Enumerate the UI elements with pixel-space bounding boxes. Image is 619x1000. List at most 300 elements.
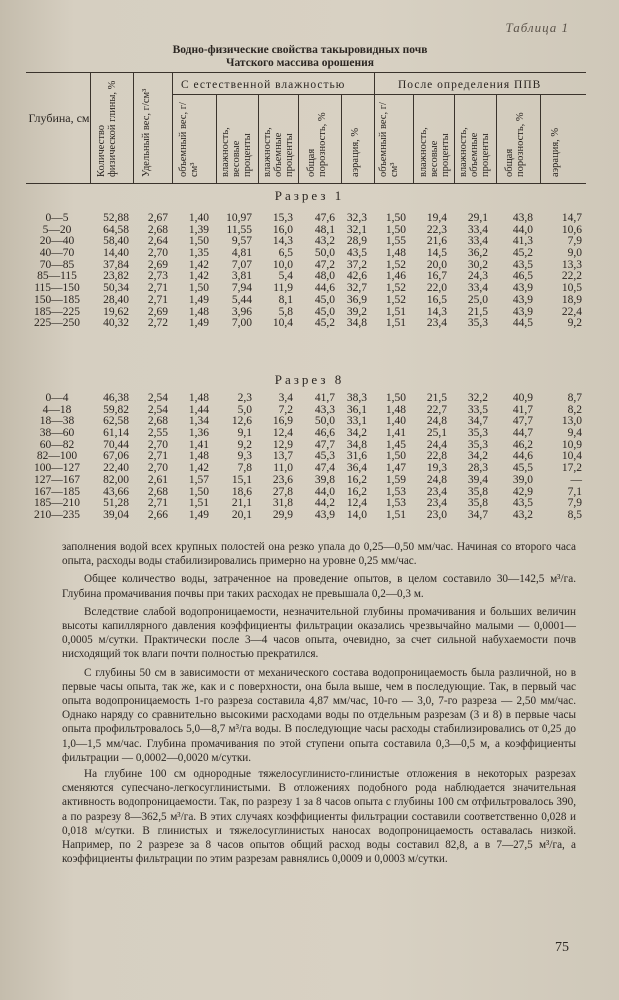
table-cell: 1,52 <box>385 282 406 295</box>
table-cell: 48,0 <box>314 270 335 283</box>
table-cell: 44,6 <box>314 282 335 295</box>
cell-depth: 167—185 <box>34 485 80 498</box>
body-text <box>62 540 576 866</box>
table-cell: 2,70 <box>147 462 168 475</box>
table-cell: 24,8 <box>426 415 447 428</box>
table-cell: 34,8 <box>346 317 367 330</box>
table-cell: 2,54 <box>147 403 168 416</box>
col-moisture-weight-2: влажность, весовые проценты <box>418 127 451 177</box>
table-cell: 29,9 <box>272 508 293 521</box>
table-cell: 40,32 <box>103 317 129 330</box>
table-cell: 7,9 <box>567 235 582 248</box>
table-cell: 24,4 <box>426 438 447 451</box>
cell-depth: 0—5 <box>45 212 69 224</box>
table-cell: 21,5 <box>467 305 488 318</box>
table-cell: 36,4 <box>346 462 367 475</box>
col-clay: Количество физической глины, % <box>96 80 118 177</box>
table-label: Таблица 1 <box>505 20 569 35</box>
table-cell: 1,39 <box>188 223 209 236</box>
table-cell: 25,0 <box>467 293 488 306</box>
table-cell: 22,0 <box>426 282 447 295</box>
table-cell: 1,41 <box>188 438 209 451</box>
table-cell: 8,5 <box>567 508 582 521</box>
table-cell: 1,53 <box>385 497 406 510</box>
table-cell: 24,3 <box>467 270 488 283</box>
table-cell: 32,1 <box>346 223 367 236</box>
table-cell: 1,53 <box>385 485 406 498</box>
table-cell: 35,8 <box>467 485 488 498</box>
table-cell: 43,5 <box>512 258 533 271</box>
table-cell: 43,8 <box>512 212 533 224</box>
table-cell: 50,0 <box>314 247 335 260</box>
table-cell: 1,59 <box>385 473 406 486</box>
table-cell: 2,68 <box>147 223 168 236</box>
table-cell: 2,61 <box>147 473 168 486</box>
table-cell: 1,51 <box>188 497 209 510</box>
table-cell: 14,3 <box>272 235 293 248</box>
table-cell: 43,5 <box>346 247 367 260</box>
table-cell: 9,57 <box>231 235 252 248</box>
table-cell: 19,4 <box>426 212 447 224</box>
table-cell: 3,4 <box>278 392 293 404</box>
cell-depth: 85—115 <box>37 270 77 283</box>
table-cell: 2,70 <box>147 438 168 451</box>
table-cell: 1,48 <box>188 392 209 404</box>
table-cell: 13,7 <box>272 450 293 463</box>
table-cell: 46,6 <box>314 427 335 440</box>
table-cell: 32,2 <box>467 392 488 404</box>
table-row <box>26 213 586 225</box>
table-cell: 52,88 <box>103 212 129 224</box>
table-title-line2: Чатского массива орошения <box>226 57 374 69</box>
col-volume-weight-2: объемный вес, г/см³ <box>378 102 400 177</box>
table-cell: 4,81 <box>231 247 252 260</box>
table-cell: 24,8 <box>426 473 447 486</box>
table-cell: 10,5 <box>561 282 582 295</box>
table-cell: 42,6 <box>346 270 367 283</box>
table-cell: 18,6 <box>231 485 252 498</box>
table-cell: 20,0 <box>426 258 447 271</box>
table-cell: 2,71 <box>147 293 168 306</box>
table-cell: 2,72 <box>147 317 168 330</box>
table-title-line1: Водно-физические свойства такыровидных почв <box>172 44 428 56</box>
table-row <box>26 295 586 307</box>
table-cell: 10,9 <box>561 438 582 451</box>
table-cell: 1,48 <box>385 403 406 416</box>
table-cell: 7,07 <box>231 258 252 271</box>
table-cell: 43,9 <box>512 305 533 318</box>
table-cell: 32,7 <box>346 282 367 295</box>
col-moisture-volume: влажность, объемные проценты <box>262 127 295 177</box>
table-cell: 1,47 <box>385 462 406 475</box>
table-cell: 6,5 <box>278 247 293 260</box>
table-cell: 22,2 <box>561 270 582 283</box>
table-cell: 31,8 <box>272 497 293 510</box>
table-cell: 36,9 <box>346 293 367 306</box>
table-cell: 5,8 <box>278 305 293 318</box>
table-cell: 11,55 <box>226 223 252 236</box>
table-cell: 42,9 <box>512 485 533 498</box>
table-cell: 27,8 <box>272 485 293 498</box>
cell-depth: 60—82 <box>39 438 75 451</box>
table-cell: 45,5 <box>512 462 533 475</box>
table-cell: 43,66 <box>103 485 129 498</box>
table-cell: 39,0 <box>512 473 533 486</box>
table-cell: 21,6 <box>426 235 447 248</box>
table-cell: 43,9 <box>512 282 533 295</box>
table-cell: 41,3 <box>512 235 533 248</box>
data-table-section2 <box>26 393 586 522</box>
table-cell: 2,71 <box>147 450 168 463</box>
table-cell: 64,58 <box>103 223 129 236</box>
col-volume-weight: объемный вес, г/см³ <box>178 102 200 177</box>
table-cell: 44,7 <box>512 427 533 440</box>
table-row <box>26 393 586 405</box>
table-cell: 37,84 <box>103 258 129 271</box>
table-cell: 41,7 <box>314 392 335 404</box>
table-cell: 1,44 <box>188 403 209 416</box>
table-cell: — <box>570 473 582 486</box>
table-cell: 35,8 <box>467 497 488 510</box>
table-cell: 35,3 <box>467 427 488 440</box>
table-cell: 1,52 <box>385 293 406 306</box>
cell-depth: 18—38 <box>39 415 75 428</box>
table-cell: 2,67 <box>147 212 168 224</box>
table-cell: 14,5 <box>426 247 447 260</box>
col-moisture-volume-2: влажность, объемные проценты <box>458 127 491 177</box>
table-cell: 32,3 <box>346 212 367 224</box>
table-cell: 1,49 <box>188 317 209 330</box>
table-cell: 37,2 <box>346 258 367 271</box>
table-cell: 44,6 <box>512 450 533 463</box>
table-cell: 39,2 <box>346 305 367 318</box>
table-cell: 1,51 <box>385 305 406 318</box>
table-cell: 14,40 <box>103 247 129 260</box>
table-cell: 43,2 <box>512 508 533 521</box>
table-cell: 1,42 <box>188 462 209 475</box>
table-cell: 11,9 <box>273 282 293 295</box>
table-cell: 45,2 <box>314 317 335 330</box>
table-cell: 33,5 <box>467 403 488 416</box>
table-cell: 23,4 <box>426 317 447 330</box>
table-cell: 1,49 <box>188 293 209 306</box>
table-cell: 9,3 <box>237 450 252 463</box>
table-cell: 5,0 <box>237 403 252 416</box>
table-cell: 1,50 <box>188 485 209 498</box>
table-cell: 34,2 <box>346 427 367 440</box>
table-cell: 43,3 <box>314 403 335 416</box>
table-cell: 44,5 <box>512 317 533 330</box>
table-cell: 1,46 <box>385 270 406 283</box>
table-cell: 2,71 <box>147 282 168 295</box>
table-cell: 21,1 <box>231 497 252 510</box>
table-cell: 7,00 <box>231 317 252 330</box>
table-cell: 34,7 <box>467 415 488 428</box>
table-cell: 1,41 <box>385 427 406 440</box>
table-cell: 39,8 <box>314 473 335 486</box>
paragraph-5: На глубине 100 см однородные тяжелосуглинисто-глинистые отложения в некоторых разрезах сменяются супесчано-легкосуглинистыми. В отложениях подобного рода наблюдается значительная активность водопроницаемости. Так, по разрезу 1 за 8 часов опыта с глубины 100 см отфильтровалось 390, а по разрезу 8—362,5 м³/га. В этих случаях коэффициенты фильтрации составили соответственно 0,028 и 0,018 м/сутки. В глинистых и тяжелосуглинистых наносах водопроницаемость оставалась низкой. Например, по 2 разрезе за 8 часов опытов общий расход воды составил 82,8, а в 7—27,5 м³/га, а коэффициенты фильтрации по этим разрезам равнялись 0,0009 и 0,0003 м/сутки. <box>62 768 576 866</box>
section-label-1: Разрез 1 <box>274 188 345 203</box>
data-table-section1 <box>26 213 586 330</box>
table-cell: 2,66 <box>147 508 168 521</box>
table-cell: 25,1 <box>426 427 447 440</box>
table-cell: 45,0 <box>314 293 335 306</box>
table-cell: 2,3 <box>237 392 252 404</box>
cell-depth: 185—225 <box>34 305 80 318</box>
section-label-2: Разрез 8 <box>274 372 345 387</box>
table-cell: 1,55 <box>385 235 406 248</box>
table-cell: 33,4 <box>467 282 488 295</box>
table-cell: 15,1 <box>231 473 252 486</box>
table-cell: 2,64 <box>147 235 168 248</box>
table-cell: 61,14 <box>103 427 129 440</box>
table-cell: 46,2 <box>512 438 533 451</box>
table-cell: 28,40 <box>103 293 129 306</box>
cell-depth: 0—4 <box>45 392 69 404</box>
table-cell: 20,1 <box>231 508 252 521</box>
cell-depth: 82—100 <box>36 450 78 463</box>
table-cell: 2,70 <box>147 247 168 260</box>
table-cell: 40,9 <box>512 392 533 404</box>
col-moisture-weight: влажность, весовые проценты <box>220 127 253 177</box>
table-cell: 1,45 <box>385 438 406 451</box>
table-cell: 36,2 <box>467 247 488 260</box>
table-cell: 35,3 <box>467 438 488 451</box>
table-cell: 34,8 <box>346 438 367 451</box>
table-cell: 1,42 <box>188 270 209 283</box>
table-cell: 1,57 <box>188 473 209 486</box>
table-cell: 12,6 <box>231 415 252 428</box>
table-cell: 47,7 <box>512 415 533 428</box>
table-cell: 12,9 <box>272 438 293 451</box>
table-cell: 2,69 <box>147 258 168 271</box>
table-cell: 59,82 <box>103 403 129 416</box>
cell-depth: 210—235 <box>34 508 80 521</box>
table-cell: 50,0 <box>314 415 335 428</box>
table-cell: 47,4 <box>314 462 335 475</box>
table-cell: 9,4 <box>567 427 582 440</box>
table-cell: 1,52 <box>385 258 406 271</box>
cell-depth: 150—185 <box>34 293 80 306</box>
paragraph-2: Общее количество воды, затраченное на проведение опытов, в целом составило 30—142,5 м³/га. Глубина промачивания почвы при таких расходах не превышала 0,2—0,3 м. <box>62 573 576 600</box>
table-row <box>26 318 586 330</box>
table-cell: 16,5 <box>426 293 447 306</box>
table-cell: 2,68 <box>147 415 168 428</box>
table-cell: 38,3 <box>346 392 367 404</box>
cell-depth: 115—150 <box>34 282 80 295</box>
table-cell: 14,3 <box>426 305 447 318</box>
table-cell: 9,2 <box>567 317 582 330</box>
table-cell: 15,3 <box>272 212 293 224</box>
col-depth: Глубина, см <box>28 111 90 125</box>
table-cell: 1,51 <box>385 317 406 330</box>
table-cell: 41,7 <box>512 403 533 416</box>
table-cell: 22,8 <box>426 450 447 463</box>
table-cell: 17,2 <box>561 462 582 475</box>
table-cell: 45,3 <box>314 450 335 463</box>
table-row <box>26 248 586 260</box>
table-cell: 2,68 <box>147 485 168 498</box>
table-cell: 1,48 <box>188 450 209 463</box>
table-cell: 31,6 <box>346 450 367 463</box>
table-cell: 1,50 <box>385 392 406 404</box>
table-cell: 14,0 <box>346 508 367 521</box>
cell-depth: 127—167 <box>34 473 80 486</box>
table-cell: 22,3 <box>426 223 447 236</box>
table-cell: 33,4 <box>467 223 488 236</box>
table-cell: 2,54 <box>147 392 168 404</box>
table-cell: 28,3 <box>467 462 488 475</box>
table-cell: 1,34 <box>188 415 209 428</box>
paragraph-3: Вследствие слабой водопроницаемости, незначительной глубины промачивания и больших величин высоты капиллярного давления коэффициенты фильтрации оказались чрезвычайно малыми — 0,0001—0,0005 м/сутки. Практически после 3—4 часов опыта, очевидно, за счет сильной набухаемости почв нисходящий ток влаги почти полностью прекратился. <box>62 605 576 661</box>
table-cell: 9,1 <box>237 427 252 440</box>
table-cell: 7,8 <box>237 462 252 475</box>
table-row <box>26 428 586 440</box>
table-cell: 1,50 <box>385 212 406 224</box>
table-cell: 48,1 <box>314 223 335 236</box>
paragraph-4: С глубины 50 см в зависимости от механического состава водопроницаемость была различной, но в первые часы опыта, так же, как и с поверхности, она была выше, чем в последующие. Так, в первый час опыта водопроницаемость 1-го разреза составила 4,87 мм/час, 10-го — 3,0, 7-го разреза — 2,50 мм/час. Однако наряду со сравнительно высокими расходами воды по отдельным разрезам (3 и 8) в первые часы опыта профильтровалось 5,0—8,7 м³/га воды. В последующие часы расходы стабилизировались от 0,25 до 1,0—1,5 мм/час. Глубина промачивания по этой ступени опыта составила 0,3—0,5 м, а коэффициенты фильтрации — 0,0002—0,0020 м/сутки. <box>62 666 576 764</box>
table-cell: 19,3 <box>426 462 447 475</box>
cell-depth: 70—85 <box>39 258 75 271</box>
col-aeration: аэрация, % <box>350 127 361 177</box>
table-cell: 19,62 <box>103 305 129 318</box>
table-cell: 2,71 <box>147 497 168 510</box>
table-cell: 62,58 <box>103 415 129 428</box>
table-cell: 5,44 <box>231 293 252 306</box>
group-natural-moisture: С естественной влажностью <box>181 79 346 91</box>
table-cell: 46,5 <box>512 270 533 283</box>
table-cell: 1,40 <box>385 415 406 428</box>
table-cell: 21,5 <box>426 392 447 404</box>
table-cell: 7,1 <box>567 485 582 498</box>
table-cell: 10,4 <box>272 317 293 330</box>
table-header <box>26 72 586 184</box>
table-cell: 10,0 <box>272 258 293 271</box>
table-cell: 23,4 <box>426 497 447 510</box>
cell-depth: 40—70 <box>39 247 75 260</box>
group-after-ppv: После определения ППВ <box>398 79 542 91</box>
table-cell: 1,50 <box>188 235 209 248</box>
col-aeration-2: аэрация, % <box>550 127 561 177</box>
table-cell: 7,2 <box>278 403 293 416</box>
table-cell: 3,81 <box>231 270 252 283</box>
cell-depth: 20—40 <box>39 235 75 248</box>
table-cell: 1,49 <box>188 508 209 521</box>
table-cell: 36,1 <box>346 403 367 416</box>
table-cell: 39,04 <box>103 508 129 521</box>
table-cell: 34,7 <box>467 508 488 521</box>
table-cell: 47,6 <box>314 212 335 224</box>
table-cell: 70,44 <box>103 438 129 451</box>
table-cell: 13,0 <box>561 415 582 428</box>
table-cell: 18,9 <box>561 293 582 306</box>
col-porosity: общая порозность, % <box>306 112 328 177</box>
table-cell: 43,5 <box>512 497 533 510</box>
cell-depth: 225—250 <box>34 317 80 330</box>
table-cell: 10,97 <box>226 212 252 224</box>
table-cell: 1,51 <box>385 508 406 521</box>
table-cell: 7,9 <box>567 497 582 510</box>
table-cell: 29,1 <box>467 212 488 224</box>
table-cell: 1,42 <box>188 258 209 271</box>
table-cell: 9,2 <box>237 438 252 451</box>
table-cell: 1,40 <box>188 212 209 224</box>
cell-depth: 5—20 <box>42 223 72 236</box>
table-cell: 23,0 <box>426 508 447 521</box>
cell-depth: 38—60 <box>39 427 75 440</box>
table-cell: 12,4 <box>272 427 293 440</box>
table-cell: 1,48 <box>385 247 406 260</box>
table-cell: 2,73 <box>147 270 168 283</box>
table-cell: 45,2 <box>512 247 533 260</box>
table-cell: 22,7 <box>426 403 447 416</box>
table-cell: 23,6 <box>272 473 293 486</box>
table-cell: 51,28 <box>103 497 129 510</box>
table-cell: 39,4 <box>467 473 488 486</box>
table-cell: 44,0 <box>314 485 335 498</box>
table-cell: 1,48 <box>188 305 209 318</box>
table-cell: 8,2 <box>567 403 582 416</box>
table-cell: 1,36 <box>188 427 209 440</box>
table-cell: 11,0 <box>273 462 293 475</box>
table-cell: 47,2 <box>314 258 335 271</box>
table-cell: 35,3 <box>467 317 488 330</box>
table-cell: 12,4 <box>346 497 367 510</box>
table-cell: 2,69 <box>147 305 168 318</box>
table-cell: 1,35 <box>188 247 209 260</box>
table-cell: 13,3 <box>561 258 582 271</box>
cell-depth: 185—210 <box>34 497 80 510</box>
table-cell: 22,4 <box>561 305 582 318</box>
table-cell: 46,38 <box>103 392 129 404</box>
table-cell: 43,9 <box>512 293 533 306</box>
table-cell: 30,2 <box>467 258 488 271</box>
table-cell: 50,34 <box>103 282 129 295</box>
col-density: Удельный вес, г/см³ <box>141 88 152 177</box>
table-cell: 44,2 <box>314 497 335 510</box>
table-cell: 67,06 <box>103 450 129 463</box>
paragraph-1: заполнения водой всех крупных полостей она резко упала до 0,25—0,50 мм/час. Начиная со второго часа опыта, расходы воды стабилизировались примерно на уровне 0,25 мм/час. <box>62 541 576 568</box>
table-cell: 44,0 <box>512 223 533 236</box>
table-cell: 14,7 <box>561 212 582 224</box>
table-cell: 5,4 <box>278 270 293 283</box>
table-cell: 58,40 <box>103 235 129 248</box>
table-cell: 7,94 <box>231 282 252 295</box>
table-cell: 16,9 <box>272 415 293 428</box>
table-cell: 23,82 <box>103 270 129 283</box>
table-cell: 1,50 <box>188 282 209 295</box>
table-cell: 22,40 <box>103 462 129 475</box>
table-cell: 33,4 <box>467 235 488 248</box>
table-cell: 16,2 <box>346 473 367 486</box>
table-cell: 2,55 <box>147 427 168 440</box>
table-cell: 23,4 <box>426 485 447 498</box>
cell-depth: 100—127 <box>34 462 80 475</box>
table-cell: 1,50 <box>385 450 406 463</box>
table-cell: 16,7 <box>426 270 447 283</box>
table-cell: 34,2 <box>467 450 488 463</box>
col-porosity-2: общая порозность, % <box>504 112 526 177</box>
table-cell: 45,0 <box>314 305 335 318</box>
table-cell: 28,9 <box>346 235 367 248</box>
table-cell: 9,0 <box>567 247 582 260</box>
page-number: 75 <box>555 940 569 955</box>
table-cell: 16,2 <box>346 485 367 498</box>
table-cell: 3,96 <box>231 305 252 318</box>
table-cell: 43,9 <box>314 508 335 521</box>
table-cell: 1,50 <box>385 223 406 236</box>
table-row <box>26 475 586 487</box>
